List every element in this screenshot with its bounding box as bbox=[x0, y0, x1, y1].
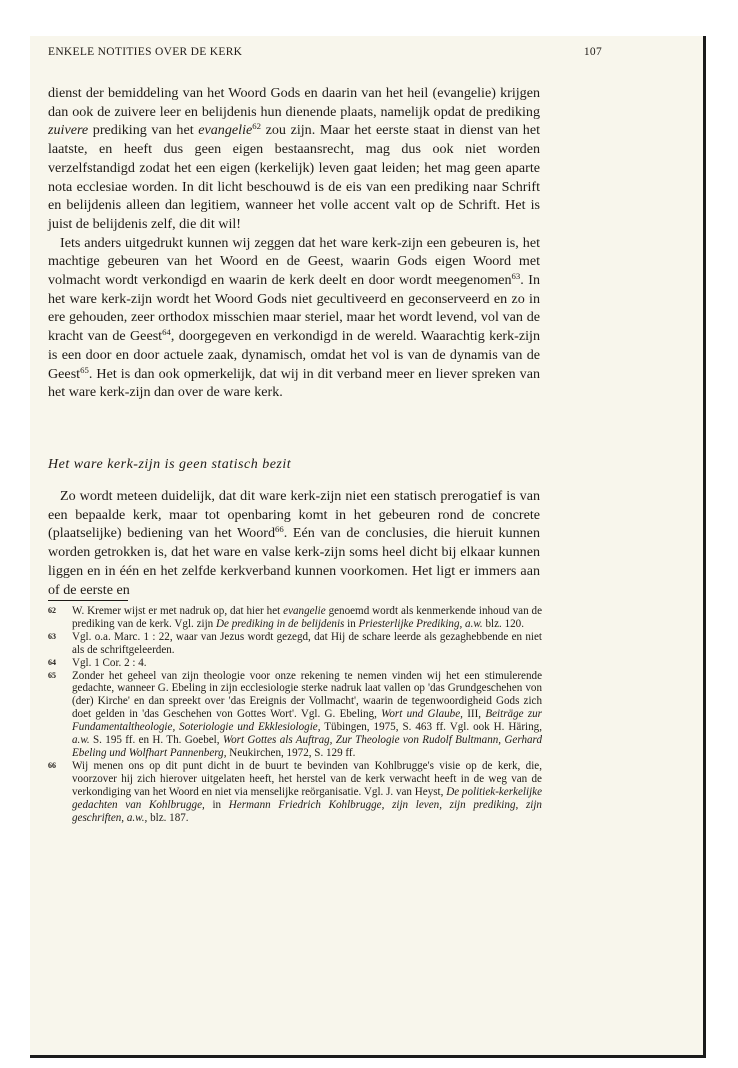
text-run: . Eén van de conclusies, die hieruit kunnen worden getrokken is, dat het ware en valse kerk-zijn soms heel dicht bij elkaar kunnen liggen en in één en het zelfde kerkverband kunnen voorkomen. Het ligt er immers aan of de eerste en bbox=[48, 525, 540, 598]
footnote-ref-64[interactable]: 64 bbox=[162, 327, 171, 338]
page-number: 107 bbox=[583, 46, 602, 58]
emphasis: Beiträge zur Fundamentaltheologie, Soteriologie und Ekklesiologie, bbox=[72, 708, 542, 734]
text-run: in bbox=[344, 617, 359, 630]
footnote-text bbox=[72, 760, 542, 825]
footnotes bbox=[48, 605, 542, 824]
text-run: genoemd wordt als kenmerkende inhoud van de prediking van de kerk. Vgl. zijn bbox=[72, 605, 543, 630]
footnote-65 bbox=[48, 670, 542, 760]
body-text-top bbox=[48, 84, 540, 402]
emphasis: Priesterlijke Prediking, a.w. bbox=[358, 617, 483, 630]
text-run: . In het ware kerk-zijn wordt het Woord Gods niet gecultiveerd en geconserveerd en zo in ere gehouden, zeer orthodox misschien maar steriel, maar het wordt levend, vol van de kracht van de Geest bbox=[48, 272, 540, 345]
text-run: Iets anders uitgedrukt kunnen wij zeggen dat het ware kerk-zijn een gebeuren is, het machtige gebeuren van het Woord en de Geest, waarin Gods eigen Woord met volmacht wordt verkondigd en waarin de kerk deelt en door wordt meegenomen bbox=[48, 234, 540, 289]
text-run: III, bbox=[462, 708, 486, 721]
emphasis: zuivere bbox=[48, 122, 89, 139]
footnote-64 bbox=[48, 657, 542, 670]
paragraph-3 bbox=[48, 487, 540, 599]
footnote-62 bbox=[48, 605, 542, 631]
text-run: , doorgegeven en verkondigd in de wereld. Waarachtig kerk-zijn is een door en door actuele zaak, dynamisch, omdat het vol is van de dynamis van de Geest bbox=[48, 328, 540, 382]
emphasis: evangelie bbox=[198, 122, 253, 139]
emphasis: a.w. bbox=[72, 734, 90, 747]
footnote-63 bbox=[48, 631, 542, 657]
footnote-ref-63[interactable]: 63 bbox=[511, 271, 521, 282]
footnote-ref-65[interactable]: 65 bbox=[80, 364, 89, 375]
running-header bbox=[48, 46, 602, 58]
emphasis: evangelie bbox=[283, 605, 326, 617]
text-run: Zonder het geheel van zijn theologie voor onze rekening te nemen vinden wij het een stimulerende gedachte, wanneer G. Ebeling in zijn ecclesiologie sterke nadruk laat vallen op 'das Grundgeschehen von (der) Kirche' en dan spreekt over 'das Ereignis der Vollmacht', waarin de tegenwoordigheid Gods zich doet gelden in 'das Geschehen von Gottes Wort'. Vgl. G. Ebeling, bbox=[72, 669, 542, 721]
footnote-ref-62[interactable]: 62 bbox=[252, 121, 261, 132]
emphasis: Wort und Glaube, bbox=[381, 708, 463, 721]
body-text-bottom bbox=[48, 487, 540, 599]
footnote-text: Vgl. 1 Cor. 2 : 4. bbox=[72, 656, 147, 669]
text-run: . Het is dan ook opmerkelijk, dat wij in dit verband meer en liever spreken van het ware kerk-zijn dan over de ware kerk. bbox=[48, 365, 540, 401]
text-run: blz. 187. bbox=[147, 811, 189, 824]
footnote-number: 62 bbox=[48, 606, 56, 615]
text-run: blz. 120. bbox=[482, 617, 525, 630]
text-run: in bbox=[204, 798, 229, 811]
footnote-66 bbox=[48, 760, 542, 825]
footnote-number: 63 bbox=[48, 631, 56, 641]
text-run: dienst der bemiddeling van het Woord Gods en daarin van het heil (evangelie) krijgen dan ook de zuivere leer en belijdenis hun dienende plaats, namelijk opdat de prediking bbox=[48, 85, 540, 120]
emphasis: Wort Gottes als Auftrag, Zur Theologie von Rudolf Bultmann, Gerhard Ebeling und Wolfhart Pannenberg, bbox=[72, 734, 542, 759]
paragraph-2 bbox=[48, 234, 540, 402]
text-run: Wij menen ons op dit punt dicht in de buurt te bevinden van Kohlbrugge's visie op de kerk, die, voorzover hij zich hierover uitgelaten heeft, het herstel van de kerk verwacht heeft in de weg van de verkondiging van het Woord en niet via menselijke reörganisatie. Vgl. J. van Heyst, bbox=[72, 759, 542, 798]
text-run: Neukirchen, 1972, S. 129 ff. bbox=[226, 746, 356, 759]
footnote-text bbox=[72, 670, 542, 760]
text-run: Zo wordt meteen duidelijk, dat dit ware kerk-zijn niet een statisch prerogatief is van een bepaalde kerk, maar tot openbaring komt in het gebeuren rond de concrete (plaatselijke) bediening van het Woord bbox=[48, 488, 540, 542]
emphasis: De prediking in de belijdenis bbox=[215, 617, 345, 630]
emphasis: Hermann Friedrich Kohlbrugge, zijn leven, zijn prediking, zijn geschriften, a.w., bbox=[72, 798, 542, 824]
paragraph-1 bbox=[48, 84, 540, 234]
emphasis: De politiek-kerkelijke gedachten van Kohlbrugge, bbox=[72, 785, 542, 811]
footnote-number: 66 bbox=[48, 760, 56, 770]
footnote-text bbox=[72, 605, 542, 631]
text-run: zou zijn. Maar het eerste staat in dienst van het laatste, en heeft dus geen eigen bestaansrecht, mag dus ook niet worden verzelfstandigd zodat het een eigen (kerkelijk) leven gaat leiden; het mag geen aparte nota ecclesiae worden. In dit licht beschouwd is de eis van een prediking naar Schrift en belijdenis alleen dan legitiem, wanneer het volle accent valt op de Schrift. Het is juist de belijdenis zelf, die dit wil! bbox=[48, 122, 540, 232]
text-run: S. 195 ff. en H. Th. Goebel, bbox=[89, 734, 223, 747]
footnote-number: 64 bbox=[48, 657, 56, 667]
footnote-text: Vgl. o.a. Marc. 1 : 22, waar van Jezus wordt gezegd, dat Hij de schare leerde als gezaghebbende en niet als de schriftgeleerden. bbox=[72, 630, 542, 656]
section-heading: Het ware kerk-zijn is geen statisch bezit bbox=[48, 457, 292, 472]
text-run: W. Kremer wijst er met nadruk op, dat hier het bbox=[72, 605, 284, 617]
text-run: Tübingen, 1975, S. 463 ff. Vgl. ook H. Häring, bbox=[320, 721, 543, 734]
running-title: ENKELE NOTITIES OVER DE KERK bbox=[48, 46, 243, 58]
footnote-divider bbox=[48, 600, 128, 601]
footnote-ref-66[interactable]: 66 bbox=[275, 524, 284, 535]
text-run: prediking van het bbox=[88, 122, 199, 139]
footnote-number: 65 bbox=[48, 670, 56, 680]
